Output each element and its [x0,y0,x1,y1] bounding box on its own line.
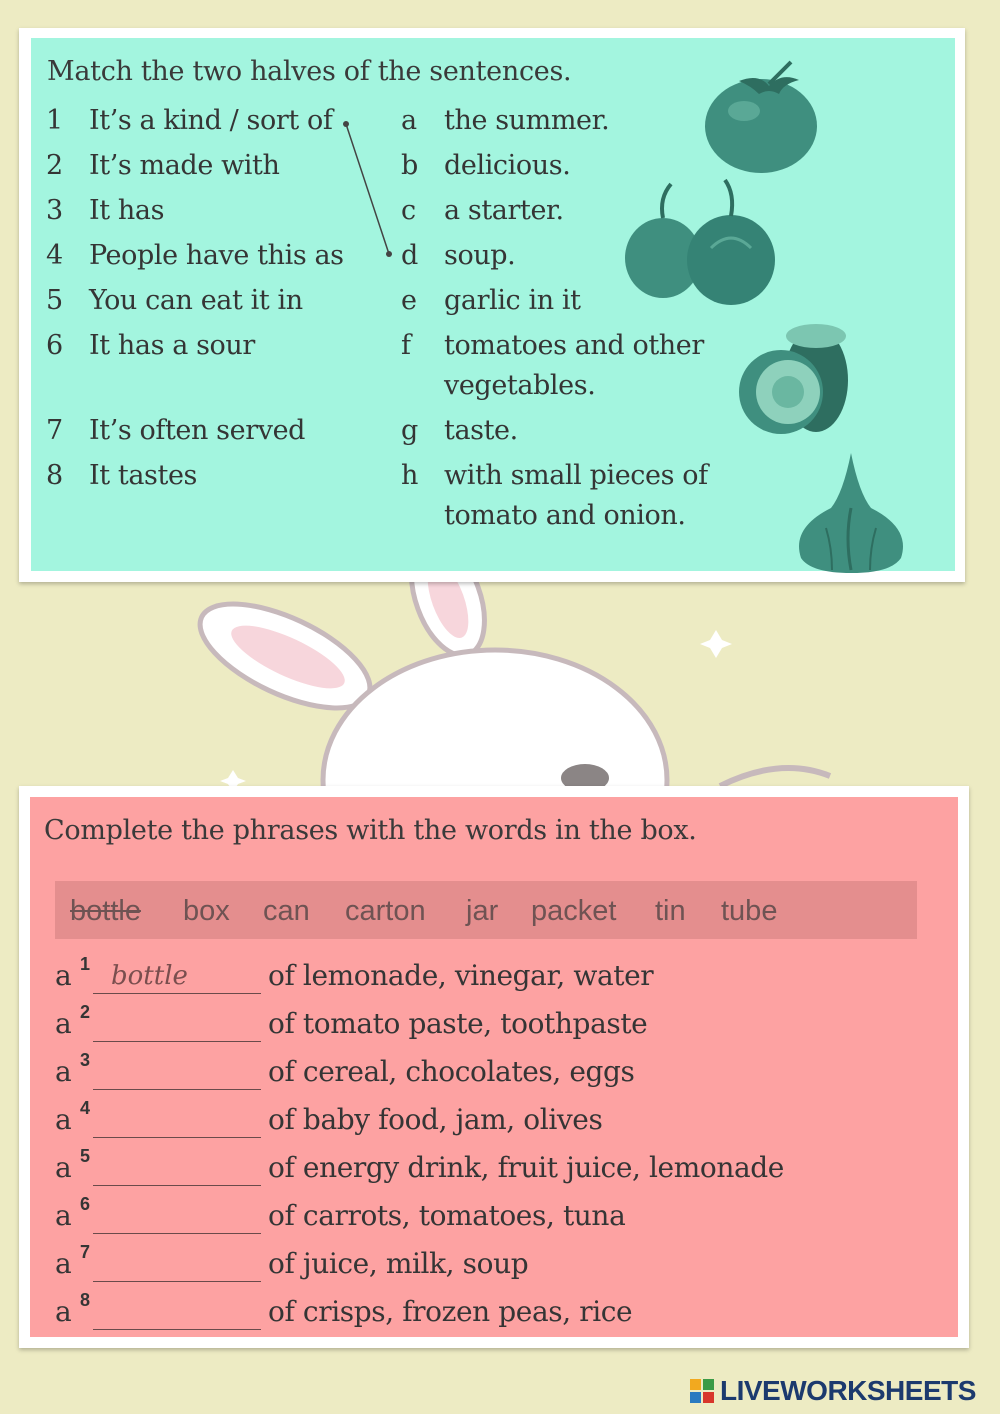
answer-blank-5[interactable] [93,1185,261,1186]
stem-number: 7 [46,415,63,446]
stem-1[interactable]: It’s a kind / sort of [89,105,333,136]
phrase-row-1 [55,954,935,1003]
stem-4[interactable]: People have this as [89,240,344,271]
match-exercise-panel [31,38,955,571]
example-match-line [331,108,411,268]
stem-6[interactable]: It has a sour [89,330,255,361]
word-tube[interactable]: tube [721,895,778,927]
item-number: 4 [80,1098,91,1118]
word-bottle[interactable]: bottle [70,895,141,927]
ending-letter: e [401,285,417,316]
complete-exercise-card [19,786,969,1348]
stem-3[interactable]: It has [89,195,165,226]
ending-b[interactable]: delicious. [444,150,571,181]
item-number: 3 [80,1050,91,1070]
cucumber-image [726,320,886,450]
answer-blank-8[interactable] [93,1329,261,1330]
phrase-row-2 [55,1002,935,1051]
phrase-text: of energy drink, fruit juice, lemonade [268,1151,784,1184]
phrase-row-7 [55,1242,935,1291]
answer-blank-3[interactable] [93,1089,261,1090]
answer-blank-6[interactable] [93,1233,261,1234]
ending-letter: h [401,460,418,491]
phrase-text: of tomato paste, toothpaste [268,1007,648,1040]
answer-blank-4[interactable] [93,1137,261,1138]
word-tin[interactable]: tin [655,895,686,927]
logo-text: LIVEWORKSHEETS [720,1375,976,1406]
ending-letter: g [401,415,418,446]
ending-e[interactable]: garlic in it [444,285,581,316]
word-packet[interactable]: packet [531,895,617,927]
item-number: 8 [80,1290,91,1310]
stem-number: 1 [46,105,63,136]
match-exercise-card [19,28,965,582]
liveworksheets-logo[interactable] [690,1373,990,1407]
liveworksheets-logo-icon [690,1379,714,1403]
stem-7[interactable]: It’s often served [89,415,306,446]
ending-letter: d [401,240,418,271]
item-number: 1 [80,954,91,974]
ending-f[interactable]: tomatoes and other [444,330,704,361]
article: a [55,1103,72,1136]
stem-number: 6 [46,330,63,361]
word-carton[interactable]: carton [345,895,426,927]
phrase-row-8 [55,1290,935,1339]
phrase-row-6 [55,1194,935,1243]
ending-letter: a [401,105,417,136]
stem-5[interactable]: You can eat it in [89,285,303,316]
ending-letter: c [401,195,416,226]
word-jar[interactable]: jar [466,895,499,927]
ending-h[interactable]: with small pieces of [444,460,708,491]
ending-c[interactable]: a starter. [444,195,564,226]
ending-f-continued: vegetables. [444,370,596,401]
word-box-item[interactable]: box [183,895,230,927]
onions-image [621,178,781,308]
stem-number: 4 [46,240,63,271]
answer-blank-2[interactable] [93,1041,261,1042]
phrase-text: of lemonade, vinegar, water [268,959,654,992]
phrase-text: of juice, milk, soup [268,1247,529,1280]
answer-blank-7[interactable] [93,1281,261,1282]
garlic-image [791,448,911,573]
item-number: 2 [80,1002,91,1022]
tomato-image [699,56,829,176]
word-box [55,881,917,939]
phrase-text: of cereal, chocolates, eggs [268,1055,635,1088]
phrase-row-5 [55,1146,935,1195]
item-number: 6 [80,1194,91,1214]
ending-d[interactable]: soup. [444,240,516,271]
word-can[interactable]: can [263,895,310,927]
article: a [55,1295,72,1328]
stem-number: 2 [46,150,63,181]
phrase-text: of crisps, frozen peas, rice [268,1295,633,1328]
article: a [55,1247,72,1280]
article: a [55,959,72,992]
article: a [55,1055,72,1088]
ending-letter: b [401,150,418,181]
stem-number: 5 [46,285,63,316]
ending-h-continued: tomato and onion. [444,500,686,531]
item-number: 7 [80,1242,91,1262]
answer-blank-1[interactable] [93,993,261,994]
complete-exercise-panel [30,797,958,1337]
phrase-row-3 [55,1050,935,1099]
phrase-row-4 [55,1098,935,1147]
ending-g[interactable]: taste. [444,415,518,446]
item-number: 5 [80,1146,91,1166]
ending-letter: f [401,330,411,361]
phrase-text: of carrots, tomatoes, tuna [268,1199,626,1232]
stem-number: 8 [46,460,63,491]
article: a [55,1199,72,1232]
match-instruction: Match the two halves of the sentences. [47,56,572,87]
stem-8[interactable]: It tastes [89,460,197,491]
stem-2[interactable]: It’s made with [89,150,280,181]
answer-text-1[interactable]: bottle [111,961,188,991]
article: a [55,1007,72,1040]
ending-a[interactable]: the summer. [444,105,610,136]
complete-instruction: Complete the phrases with the words in the box. [44,815,697,846]
stem-number: 3 [46,195,63,226]
phrase-text: of baby food, jam, olives [268,1103,603,1136]
article: a [55,1151,72,1184]
sparkle-icon [700,630,732,658]
